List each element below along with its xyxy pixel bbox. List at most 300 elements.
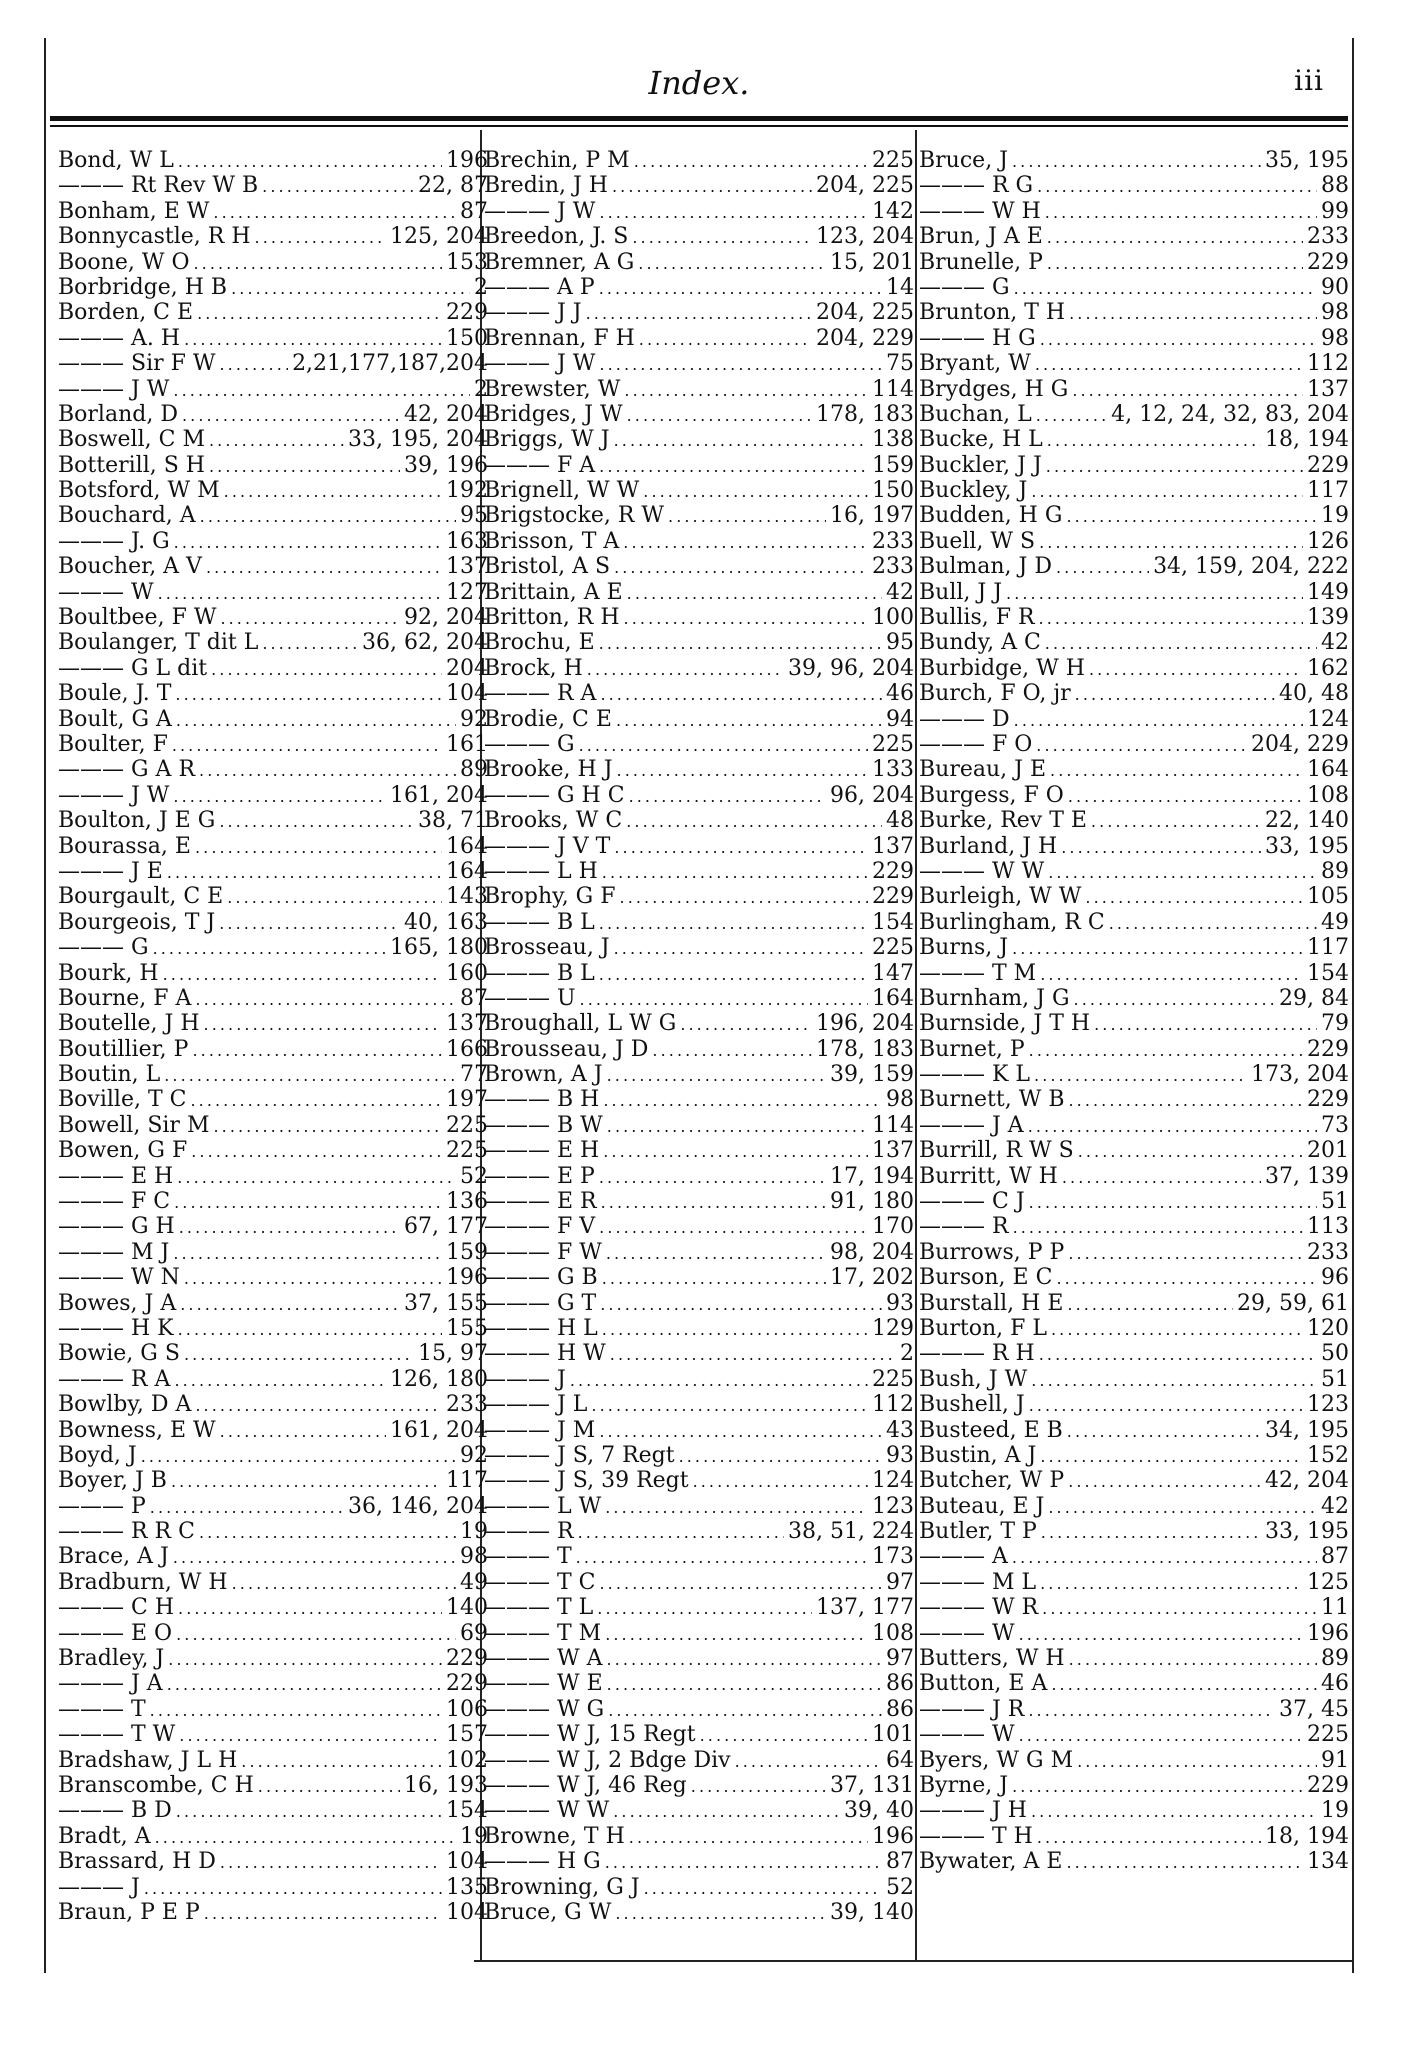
entry-name: ——— Rt Rev W B xyxy=(58,173,259,199)
dot-leader xyxy=(178,1595,442,1620)
dot-leader xyxy=(184,1341,414,1366)
entry-name: Bowlby, D A xyxy=(58,1392,192,1418)
index-entry xyxy=(919,1621,1349,1646)
entry-pages: 43 xyxy=(886,1417,914,1443)
entry-name: Burlingham, R C xyxy=(919,909,1105,935)
index-entry xyxy=(919,402,1349,427)
entry-pages: 229 xyxy=(446,300,488,326)
dot-leader xyxy=(1042,1595,1317,1620)
index-entry xyxy=(58,275,488,300)
entry-pages: 29, 59, 61 xyxy=(1237,1290,1349,1316)
entry-pages: 17, 202 xyxy=(830,1265,914,1291)
entry-name: ——— L W xyxy=(484,1493,602,1519)
dot-leader xyxy=(199,757,456,782)
index-entry xyxy=(484,1214,914,1239)
dot-leader xyxy=(1012,1544,1317,1569)
dot-leader xyxy=(1039,1341,1317,1366)
index-entry xyxy=(58,1265,488,1290)
entry-name: ——— W xyxy=(919,1620,1015,1646)
entry-name: Bureau, J E xyxy=(919,757,1047,783)
entry-name: Burstall, H E xyxy=(919,1290,1064,1316)
index-entry xyxy=(484,605,914,630)
index-entry xyxy=(919,808,1349,833)
entry-name: Bowell, Sir M xyxy=(58,1112,210,1138)
entry-pages: 160 xyxy=(446,960,488,986)
dot-leader xyxy=(607,1062,826,1087)
index-entry xyxy=(919,554,1349,579)
index-entry xyxy=(58,1697,488,1722)
index-entry xyxy=(484,1900,914,1925)
entry-pages: 112 xyxy=(1307,351,1349,377)
entry-name: Burke, Rev T E xyxy=(919,808,1087,834)
index-entry xyxy=(58,1291,488,1316)
entry-pages: 154 xyxy=(872,909,914,935)
entry-name: Boville, T C xyxy=(58,1087,187,1113)
entry-name: ——— J xyxy=(58,1874,140,1900)
dot-leader xyxy=(601,1189,826,1214)
entry-name: Burnham, J G xyxy=(919,985,1070,1011)
index-entry xyxy=(58,173,488,198)
entry-name: Burch, F O, jr xyxy=(919,681,1071,707)
dot-leader xyxy=(1040,961,1303,986)
entry-name: Burritt, W H xyxy=(919,1163,1058,1189)
entry-pages: 100 xyxy=(872,605,914,631)
entry-pages: 225 xyxy=(872,1366,914,1392)
entry-name: ——— A xyxy=(919,1544,1008,1570)
dot-leader xyxy=(173,1544,456,1569)
index-entry xyxy=(919,529,1349,554)
index-entry xyxy=(58,630,488,655)
dot-leader xyxy=(182,402,400,427)
index-entry xyxy=(58,554,488,579)
dot-leader xyxy=(624,377,868,402)
entry-pages: 87 xyxy=(460,985,488,1011)
entry-pages: 117 xyxy=(1307,935,1349,961)
entry-name: Brooks, W C xyxy=(484,808,623,834)
dot-leader xyxy=(652,1037,812,1062)
dot-leader xyxy=(1069,1646,1317,1671)
entry-name: Boulanger, T dit L xyxy=(58,630,259,656)
entry-pages: 164 xyxy=(872,985,914,1011)
entry-pages: 126, 180 xyxy=(390,1366,488,1392)
entry-name: Brodie, C E xyxy=(484,706,612,732)
index-entry xyxy=(919,427,1349,452)
dot-leader xyxy=(632,224,812,249)
index-entry xyxy=(484,1367,914,1392)
dot-leader xyxy=(220,1418,386,1443)
dot-leader xyxy=(1012,935,1303,960)
entry-pages: 163 xyxy=(446,528,488,554)
entry-pages: 117 xyxy=(1307,478,1349,504)
entry-name: ——— R A xyxy=(484,681,597,707)
entry-pages: 2 xyxy=(474,376,488,402)
dot-leader xyxy=(1085,884,1303,909)
entry-name: Borden, C E xyxy=(58,300,194,326)
entry-pages: 229 xyxy=(1307,452,1349,478)
entry-name: ——— J H xyxy=(919,1798,1027,1824)
entry-name: Brooke, H J xyxy=(484,757,613,783)
dot-leader xyxy=(597,1595,812,1620)
entry-pages: 75 xyxy=(886,351,914,377)
entry-name: ——— E P xyxy=(484,1163,595,1189)
entry-name: ——— J xyxy=(484,1366,566,1392)
entry-pages: 108 xyxy=(1307,782,1349,808)
header-rule-thick xyxy=(50,116,1348,121)
dot-leader xyxy=(1094,1011,1317,1036)
index-entry xyxy=(919,1494,1349,1519)
entry-pages: 37, 131 xyxy=(830,1773,914,1798)
dot-leader xyxy=(258,1773,400,1798)
dot-leader xyxy=(178,148,442,173)
entry-pages: 94 xyxy=(886,706,914,732)
entry-pages: 97 xyxy=(886,1569,914,1595)
entry-name: ——— W E xyxy=(484,1671,603,1697)
index-entry xyxy=(484,1748,914,1773)
dot-leader xyxy=(1029,1392,1303,1417)
dot-leader xyxy=(174,1367,386,1392)
entry-name: ——— T xyxy=(58,1696,146,1722)
entry-name: Bond, W L xyxy=(58,148,174,173)
entry-pages: 123, 204 xyxy=(816,224,914,250)
dot-leader xyxy=(600,1291,882,1316)
entry-name: Buckley, J xyxy=(919,478,1028,504)
entry-pages: 17, 194 xyxy=(830,1163,914,1189)
entry-pages: 166 xyxy=(446,1036,488,1062)
entry-name: Bradburn, W H xyxy=(58,1569,228,1595)
entry-name: Bourassa, E xyxy=(58,833,191,859)
dot-leader xyxy=(1014,275,1317,300)
index-entry xyxy=(919,1849,1349,1874)
index-entry xyxy=(919,1824,1349,1849)
entry-name: ——— W xyxy=(58,579,154,605)
entry-name: Burns, J xyxy=(919,935,1009,961)
dot-leader xyxy=(578,1519,784,1544)
entry-pages: 124 xyxy=(872,1468,914,1494)
dot-leader xyxy=(190,1087,442,1112)
entry-name: Brignell, W W xyxy=(484,478,640,504)
index-entry xyxy=(58,1316,488,1341)
index-entry xyxy=(484,681,914,706)
entry-name: Burnside, J T H xyxy=(919,1011,1091,1037)
entry-name: Bowen, G F xyxy=(58,1138,188,1164)
entry-name: Butters, W H xyxy=(919,1646,1065,1672)
dot-leader xyxy=(607,1671,882,1696)
index-entry xyxy=(484,275,914,300)
entry-pages: 134 xyxy=(1307,1849,1349,1875)
dot-leader xyxy=(605,1621,868,1646)
index-column-2 xyxy=(484,148,914,1925)
dot-leader xyxy=(1040,1570,1303,1595)
entry-pages: 137 xyxy=(446,554,488,580)
entry-name: Bullis, F R xyxy=(919,605,1035,631)
dot-leader xyxy=(629,783,826,808)
index-entry xyxy=(484,148,914,173)
entry-pages: 155 xyxy=(446,1315,488,1341)
entry-name: Brassard, H D xyxy=(58,1849,216,1875)
entry-name: Boutin, L xyxy=(58,1062,161,1088)
entry-pages: 233 xyxy=(1307,224,1349,250)
entry-name: ——— A P xyxy=(484,274,595,300)
index-entry xyxy=(484,1265,914,1290)
entry-pages: 159 xyxy=(872,452,914,478)
entry-pages: 42, 204 xyxy=(1265,1468,1349,1494)
dot-leader xyxy=(177,1164,456,1189)
entry-name: Burnet, P xyxy=(919,1036,1025,1062)
entry-name: ——— G T xyxy=(484,1290,597,1316)
dot-leader xyxy=(204,1900,442,1925)
index-entry xyxy=(58,1341,488,1366)
entry-name: Butler, T P xyxy=(919,1519,1037,1545)
index-entry xyxy=(484,173,914,198)
entry-name: ——— F O xyxy=(919,731,1033,757)
index-entry xyxy=(484,1494,914,1519)
dot-leader xyxy=(1041,1519,1261,1544)
index-entry xyxy=(919,834,1349,859)
index-entry xyxy=(484,199,914,224)
entry-name: Brophy, G F xyxy=(484,884,616,910)
entry-name: ——— J R xyxy=(919,1696,1025,1722)
dot-leader xyxy=(1047,427,1261,452)
dot-leader xyxy=(213,199,456,224)
entry-pages: 87 xyxy=(1321,1544,1349,1570)
dot-leader xyxy=(1012,1773,1303,1798)
dot-leader xyxy=(1028,1697,1275,1722)
entry-name: Brennan, F H xyxy=(484,325,635,351)
entry-name: Bonnycastle, R H xyxy=(58,224,251,250)
entry-name: Bradshaw, J L H xyxy=(58,1747,238,1773)
dot-leader xyxy=(616,707,882,732)
entry-name: Bruce, J xyxy=(919,148,1008,173)
dot-leader xyxy=(255,224,386,249)
entry-name: ——— G H xyxy=(58,1214,175,1240)
entry-name: ——— A. H xyxy=(58,325,181,351)
dot-leader xyxy=(1036,732,1247,757)
index-entry xyxy=(58,681,488,706)
entry-name: Bulman, J D xyxy=(919,554,1052,580)
dot-leader xyxy=(184,326,442,351)
dot-leader xyxy=(603,1138,868,1163)
entry-pages: 114 xyxy=(872,1112,914,1138)
entry-pages: 137, 177 xyxy=(816,1595,914,1621)
entry-pages: 2 xyxy=(900,1341,914,1367)
dot-leader xyxy=(209,453,400,478)
index-entry xyxy=(58,1367,488,1392)
index-entry xyxy=(919,859,1349,884)
index-entry xyxy=(58,1748,488,1773)
entry-name: Bristol, A S xyxy=(484,554,611,580)
entry-name: ——— T M xyxy=(484,1620,602,1646)
index-entry xyxy=(58,1544,488,1569)
entry-pages: 16, 193 xyxy=(404,1773,488,1798)
entry-pages: 35, 195 xyxy=(1265,148,1349,173)
dot-leader xyxy=(227,884,442,909)
dot-leader xyxy=(219,351,288,376)
entry-pages: 201 xyxy=(1307,1138,1349,1164)
entry-pages: 196 xyxy=(1307,1620,1349,1646)
index-entry xyxy=(919,1291,1349,1316)
dot-leader xyxy=(1051,1316,1303,1341)
entry-name: Briggs, W J xyxy=(484,427,610,453)
entry-pages: 196, 204 xyxy=(816,1011,914,1037)
index-entry xyxy=(484,884,914,909)
entry-pages: 225 xyxy=(872,148,914,173)
dot-leader xyxy=(1077,1748,1317,1773)
entry-name: Burnett, W B xyxy=(919,1087,1065,1113)
entry-pages: 92 xyxy=(460,706,488,732)
entry-pages: 178, 183 xyxy=(816,1036,914,1062)
entry-pages: 137 xyxy=(446,1011,488,1037)
entry-name: ——— H G xyxy=(919,325,1036,351)
dot-leader xyxy=(613,1798,840,1823)
index-entry xyxy=(484,910,914,935)
entry-pages: 98 xyxy=(1321,300,1349,326)
entry-pages: 46 xyxy=(1321,1671,1349,1697)
entry-pages: 18, 194 xyxy=(1265,1823,1349,1849)
index-entry xyxy=(919,783,1349,808)
index-entry xyxy=(484,427,914,452)
entry-name: Bourk, H xyxy=(58,960,159,986)
index-entry xyxy=(484,1087,914,1112)
dot-leader xyxy=(735,1748,882,1773)
entry-name: ——— F V xyxy=(484,1214,596,1240)
index-entry xyxy=(58,1418,488,1443)
entry-name: ——— B D xyxy=(58,1798,172,1824)
index-entry xyxy=(58,1443,488,1468)
entry-pages: 19 xyxy=(460,1519,488,1545)
dot-leader xyxy=(168,1646,442,1671)
entry-name: Bustin, A J xyxy=(919,1442,1037,1468)
index-entry xyxy=(919,1164,1349,1189)
entry-name: Brisson, T A xyxy=(484,528,620,554)
index-entry xyxy=(919,351,1349,376)
index-entry xyxy=(58,1138,488,1163)
entry-name: Boutelle, J H xyxy=(58,1011,200,1037)
entry-pages: 101 xyxy=(872,1722,914,1748)
index-entry xyxy=(58,605,488,630)
dot-leader xyxy=(700,1722,868,1747)
entry-name: Bushell, J xyxy=(919,1392,1025,1418)
dot-leader xyxy=(600,681,882,706)
index-entry xyxy=(484,1037,914,1062)
entry-pages: 233 xyxy=(1307,1239,1349,1265)
entry-pages: 38, 51, 224 xyxy=(788,1519,914,1545)
index-entry xyxy=(919,377,1349,402)
entry-name: ——— T xyxy=(484,1544,572,1570)
entry-pages: 229 xyxy=(872,858,914,884)
dot-leader xyxy=(599,630,882,655)
index-entry xyxy=(58,199,488,224)
entry-pages: 97 xyxy=(886,1646,914,1672)
entry-pages: 196 xyxy=(872,1823,914,1849)
entry-pages: 113 xyxy=(1307,1214,1349,1240)
index-entry xyxy=(58,1519,488,1544)
entry-pages: 39, 40 xyxy=(844,1798,914,1824)
index-entry xyxy=(58,1671,488,1696)
dot-leader xyxy=(1091,808,1261,833)
entry-pages: 143 xyxy=(446,884,488,910)
entry-pages: 164 xyxy=(1307,757,1349,783)
entry-name: Bruce, G W xyxy=(484,1899,612,1925)
dot-leader xyxy=(1031,1798,1317,1823)
entry-name: Bonham, E W xyxy=(58,198,210,224)
dot-leader xyxy=(1039,605,1303,630)
index-entry xyxy=(58,1646,488,1671)
entry-pages: 114 xyxy=(872,376,914,402)
dot-leader xyxy=(195,986,456,1011)
entry-pages: 29, 84 xyxy=(1279,985,1349,1011)
index-entry xyxy=(484,580,914,605)
index-entry xyxy=(919,1189,1349,1214)
bottom-rule xyxy=(474,1960,1352,1962)
entry-name: Brousseau, J D xyxy=(484,1036,649,1062)
index-entry xyxy=(484,250,914,275)
entry-pages: 33, 195 xyxy=(1265,1519,1349,1545)
entry-pages: 229 xyxy=(446,1671,488,1697)
dot-leader xyxy=(638,250,826,275)
dot-leader xyxy=(1031,1367,1317,1392)
entry-name: ——— W J, 2 Bdge Div xyxy=(484,1747,731,1773)
entry-pages: 39, 96, 204 xyxy=(788,655,914,681)
index-entry xyxy=(58,1240,488,1265)
entry-pages: 19 xyxy=(1321,503,1349,529)
entry-pages: 204, 225 xyxy=(816,173,914,199)
entry-name: Burgess, F O xyxy=(919,782,1064,808)
entry-pages: 229 xyxy=(1307,1087,1349,1113)
entry-pages: 152 xyxy=(1307,1442,1349,1468)
entry-pages: 69 xyxy=(460,1620,488,1646)
index-entry xyxy=(484,1621,914,1646)
entry-name: Buckler, J J xyxy=(919,452,1042,478)
dot-leader xyxy=(580,986,868,1011)
entry-pages: 22, 87 xyxy=(418,173,488,199)
entry-pages: 164 xyxy=(446,858,488,884)
entry-pages: 105 xyxy=(1307,884,1349,910)
index-entry xyxy=(484,1773,914,1798)
dot-leader xyxy=(605,1849,882,1874)
entry-name: Bucke, H L xyxy=(919,427,1043,453)
entry-name: ——— E H xyxy=(484,1138,600,1164)
entry-name: Boyd, J xyxy=(58,1442,137,1468)
entry-name: Boule, J. T xyxy=(58,681,172,707)
dot-leader xyxy=(634,148,868,173)
entry-pages: 133 xyxy=(872,757,914,783)
dot-leader xyxy=(211,656,442,681)
index-entry xyxy=(919,300,1349,325)
dot-leader xyxy=(608,1697,882,1722)
dot-leader xyxy=(1056,554,1149,579)
entry-pages: 37, 155 xyxy=(404,1290,488,1316)
index-entry xyxy=(58,427,488,452)
entry-pages: 147 xyxy=(872,960,914,986)
page-header xyxy=(44,58,1354,108)
dot-leader xyxy=(691,1773,826,1798)
dot-leader xyxy=(1062,1164,1261,1189)
entry-name: ——— J A xyxy=(58,1671,163,1697)
entry-pages: 96, 204 xyxy=(830,782,914,808)
entry-name: ——— F C xyxy=(58,1189,171,1215)
dot-leader xyxy=(1039,529,1303,554)
entry-name: Britton, R H xyxy=(484,605,620,631)
entry-name: ——— G xyxy=(919,274,1010,300)
dot-leader xyxy=(599,275,882,300)
entry-pages: 129 xyxy=(872,1315,914,1341)
entry-pages: 4, 12, 24, 32, 83, 204 xyxy=(1111,401,1349,427)
entry-pages: 99 xyxy=(1321,198,1349,224)
entry-pages: 196 xyxy=(446,148,488,173)
dot-leader xyxy=(599,453,868,478)
entry-name: Bowes, J A xyxy=(58,1290,177,1316)
index-entry xyxy=(919,1798,1349,1823)
